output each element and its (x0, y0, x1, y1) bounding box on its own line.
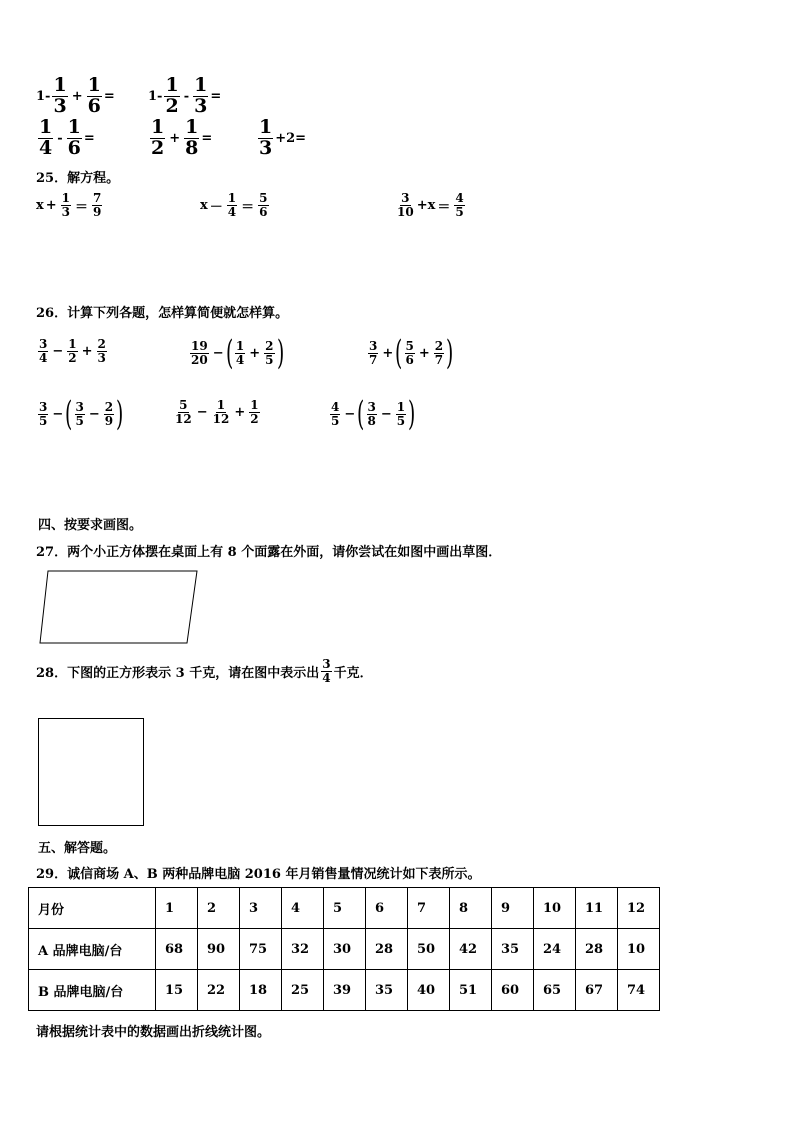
square-figure (38, 718, 144, 826)
operator: − (196, 404, 208, 420)
operator: − (52, 343, 64, 359)
equals: = (83, 130, 95, 146)
value-cell: 51 (450, 970, 492, 1011)
operator: + (81, 343, 93, 359)
value-cell: 74 (618, 970, 660, 1011)
fraction: $\frac{5}{6}$ (259, 191, 268, 219)
operator: + (418, 345, 430, 361)
value-cell: 68 (156, 929, 198, 970)
value-cell: 39 (324, 970, 366, 1011)
sales-table (28, 887, 660, 1011)
calc-expr-6 (328, 394, 416, 434)
q28-suffix: 千克． (333, 665, 373, 681)
fraction: $\frac{1}{6}$ (67, 116, 81, 159)
right-paren: ) (446, 333, 454, 373)
month-cell: 9 (492, 888, 534, 929)
fraction: $\frac{3}{7}$ (369, 338, 378, 367)
equation-1 (36, 192, 104, 218)
operator: － (209, 199, 223, 215)
operator: − (344, 406, 356, 422)
fraction: $\frac{19}{20}$ (191, 338, 208, 367)
variable-x: x (36, 197, 44, 213)
tail-text: +2= (275, 130, 307, 146)
fraction: $\frac{2}{7}$ (434, 338, 444, 367)
calc-expr-1 (36, 338, 109, 364)
q29-note: 请根据统计表中的数据画出折线统计图。 (36, 1025, 271, 1040)
fraction: $\frac{1}{3}$ (53, 74, 67, 117)
fraction: $\frac{1}{12}$ (212, 398, 230, 426)
right-paren: ) (276, 333, 284, 373)
operator: − (52, 406, 64, 422)
q29-title: 29．诚信商场 A、B 两种品牌电脑 2016 年月销售量情况统计如下表所示。 (36, 867, 481, 882)
left-paren: ( (65, 394, 73, 434)
fraction: $\frac{3}{5}$ (39, 399, 48, 428)
fraction: $\frac{3}{8}$ (367, 399, 376, 428)
value-cell: 15 (156, 970, 198, 1011)
value-cell: 32 (282, 929, 324, 970)
operator: - (57, 130, 63, 146)
expr-row1-a (36, 76, 115, 117)
equals: ＝ (241, 199, 255, 215)
equation-3 (394, 192, 467, 218)
q28-prefix: 28．下图的正方形表示 3 千克，请在图中表示出 (36, 665, 320, 681)
fraction: $\frac{1}{5}$ (396, 399, 406, 428)
left-paren: ( (225, 333, 233, 373)
value-cell: 67 (576, 970, 618, 1011)
parallelogram-figure (38, 568, 202, 646)
value-cell: 24 (534, 929, 576, 970)
equals: ＝ (75, 199, 89, 215)
q28-text (36, 658, 373, 684)
operator: +x (416, 197, 436, 213)
month-cell: 7 (408, 888, 450, 929)
month-cell: 8 (450, 888, 492, 929)
value-cell: 75 (240, 929, 282, 970)
value-cell: 40 (408, 970, 450, 1011)
fraction: $\frac{1}{6}$ (87, 74, 101, 117)
row-label-cell: B 品牌电脑/台 (29, 970, 156, 1011)
fraction: $\frac{1}{2}$ (165, 74, 179, 117)
expr-row2-c (256, 118, 306, 159)
fraction: $\frac{5}{12}$ (175, 398, 192, 426)
fraction: $\frac{2}{5}$ (265, 338, 274, 367)
table-header-cell: 月份 (29, 888, 156, 929)
calc-expr-2 (188, 333, 284, 373)
month-cell: 2 (198, 888, 240, 929)
operator: + (71, 88, 83, 104)
section-4-heading: 四、按要求画图。 (38, 518, 143, 533)
month-cell: 6 (366, 888, 408, 929)
q26-title: 26．计算下列各题，怎样算简便就怎样算。 (36, 306, 289, 321)
fraction: $\frac{3}{5}$ (75, 399, 84, 428)
value-cell: 65 (534, 970, 576, 1011)
month-cell: 4 (282, 888, 324, 929)
fraction: $\frac{4}{5}$ (331, 399, 340, 428)
value-cell: 28 (366, 929, 408, 970)
operator: + (169, 130, 181, 146)
month-cell: 1 (156, 888, 198, 929)
q27-text: 27．两个小正方体摆在桌面上有 8 个面露在外面，请你尝试在如图中画出草图． (36, 545, 502, 560)
lead-text: 1- (36, 88, 51, 104)
fraction: $\frac{3}{4}$ (322, 657, 331, 685)
variable-x: x (200, 197, 208, 213)
value-cell: 22 (198, 970, 240, 1011)
fraction: $\frac{1}{3}$ (61, 191, 71, 219)
value-cell: 35 (492, 929, 534, 970)
calc-expr-3 (366, 333, 454, 373)
q25-title: 25．解方程。 (36, 171, 120, 186)
fraction: $\frac{1}{2}$ (151, 116, 165, 159)
value-cell: 28 (576, 929, 618, 970)
table-row (29, 929, 660, 970)
operator: − (212, 345, 224, 361)
value-cell: 35 (366, 970, 408, 1011)
fraction: $\frac{7}{9}$ (93, 191, 102, 219)
calc-expr-4 (36, 394, 124, 434)
operator: + (234, 404, 246, 420)
month-cell: 10 (534, 888, 576, 929)
value-cell: 30 (324, 929, 366, 970)
fraction: $\frac{4}{5}$ (455, 191, 464, 219)
equals: = (210, 88, 222, 104)
fraction: $\frac{5}{6}$ (405, 338, 414, 367)
fraction: $\frac{1}{4}$ (235, 338, 245, 367)
month-cell: 12 (618, 888, 660, 929)
month-cell: 5 (324, 888, 366, 929)
value-cell: 25 (282, 970, 324, 1011)
equation-2 (200, 192, 271, 218)
fraction: $\frac{1}{3}$ (194, 74, 208, 117)
equals: ＝ (437, 199, 451, 215)
row-label-cell: A 品牌电脑/台 (29, 929, 156, 970)
operator: − (380, 406, 392, 422)
operator: - (183, 88, 190, 104)
value-cell: 90 (198, 929, 240, 970)
value-cell: 60 (492, 970, 534, 1011)
equals: = (103, 88, 115, 104)
left-paren: ( (395, 333, 403, 373)
value-cell: 42 (450, 929, 492, 970)
fraction: $\frac{1}{2}$ (68, 337, 77, 365)
fraction: $\frac{3}{4}$ (39, 337, 48, 365)
section-5-heading: 五、解答题。 (38, 841, 117, 856)
lead-text: 1- (148, 88, 163, 104)
calc-expr-5 (172, 399, 262, 425)
right-paren: ) (116, 394, 124, 434)
month-cell: 3 (240, 888, 282, 929)
fraction: $\frac{1}{3}$ (259, 116, 273, 159)
expr-row2-a (36, 118, 95, 159)
expr-row2-b (148, 118, 212, 159)
table-row (29, 888, 660, 929)
value-cell: 50 (408, 929, 450, 970)
value-cell: 18 (240, 970, 282, 1011)
right-paren: ) (408, 394, 416, 434)
left-paren: ( (357, 394, 365, 434)
value-cell: 10 (618, 929, 660, 970)
expr-row1-b (148, 76, 221, 117)
operator: + (382, 345, 394, 361)
month-cell: 11 (576, 888, 618, 929)
operator: + (45, 197, 57, 213)
equals: = (201, 130, 213, 146)
fraction: $\frac{2}{3}$ (97, 337, 106, 365)
table-row (29, 970, 660, 1011)
operator: − (88, 406, 100, 422)
fraction: $\frac{2}{9}$ (104, 399, 114, 428)
fraction: $\frac{3}{10}$ (397, 191, 414, 219)
fraction: $\frac{1}{2}$ (250, 398, 259, 426)
fraction: $\frac{1}{4}$ (39, 116, 53, 159)
operator: + (249, 345, 261, 361)
fraction: $\frac{1}{8}$ (185, 116, 199, 159)
fraction: $\frac{1}{4}$ (227, 191, 237, 219)
